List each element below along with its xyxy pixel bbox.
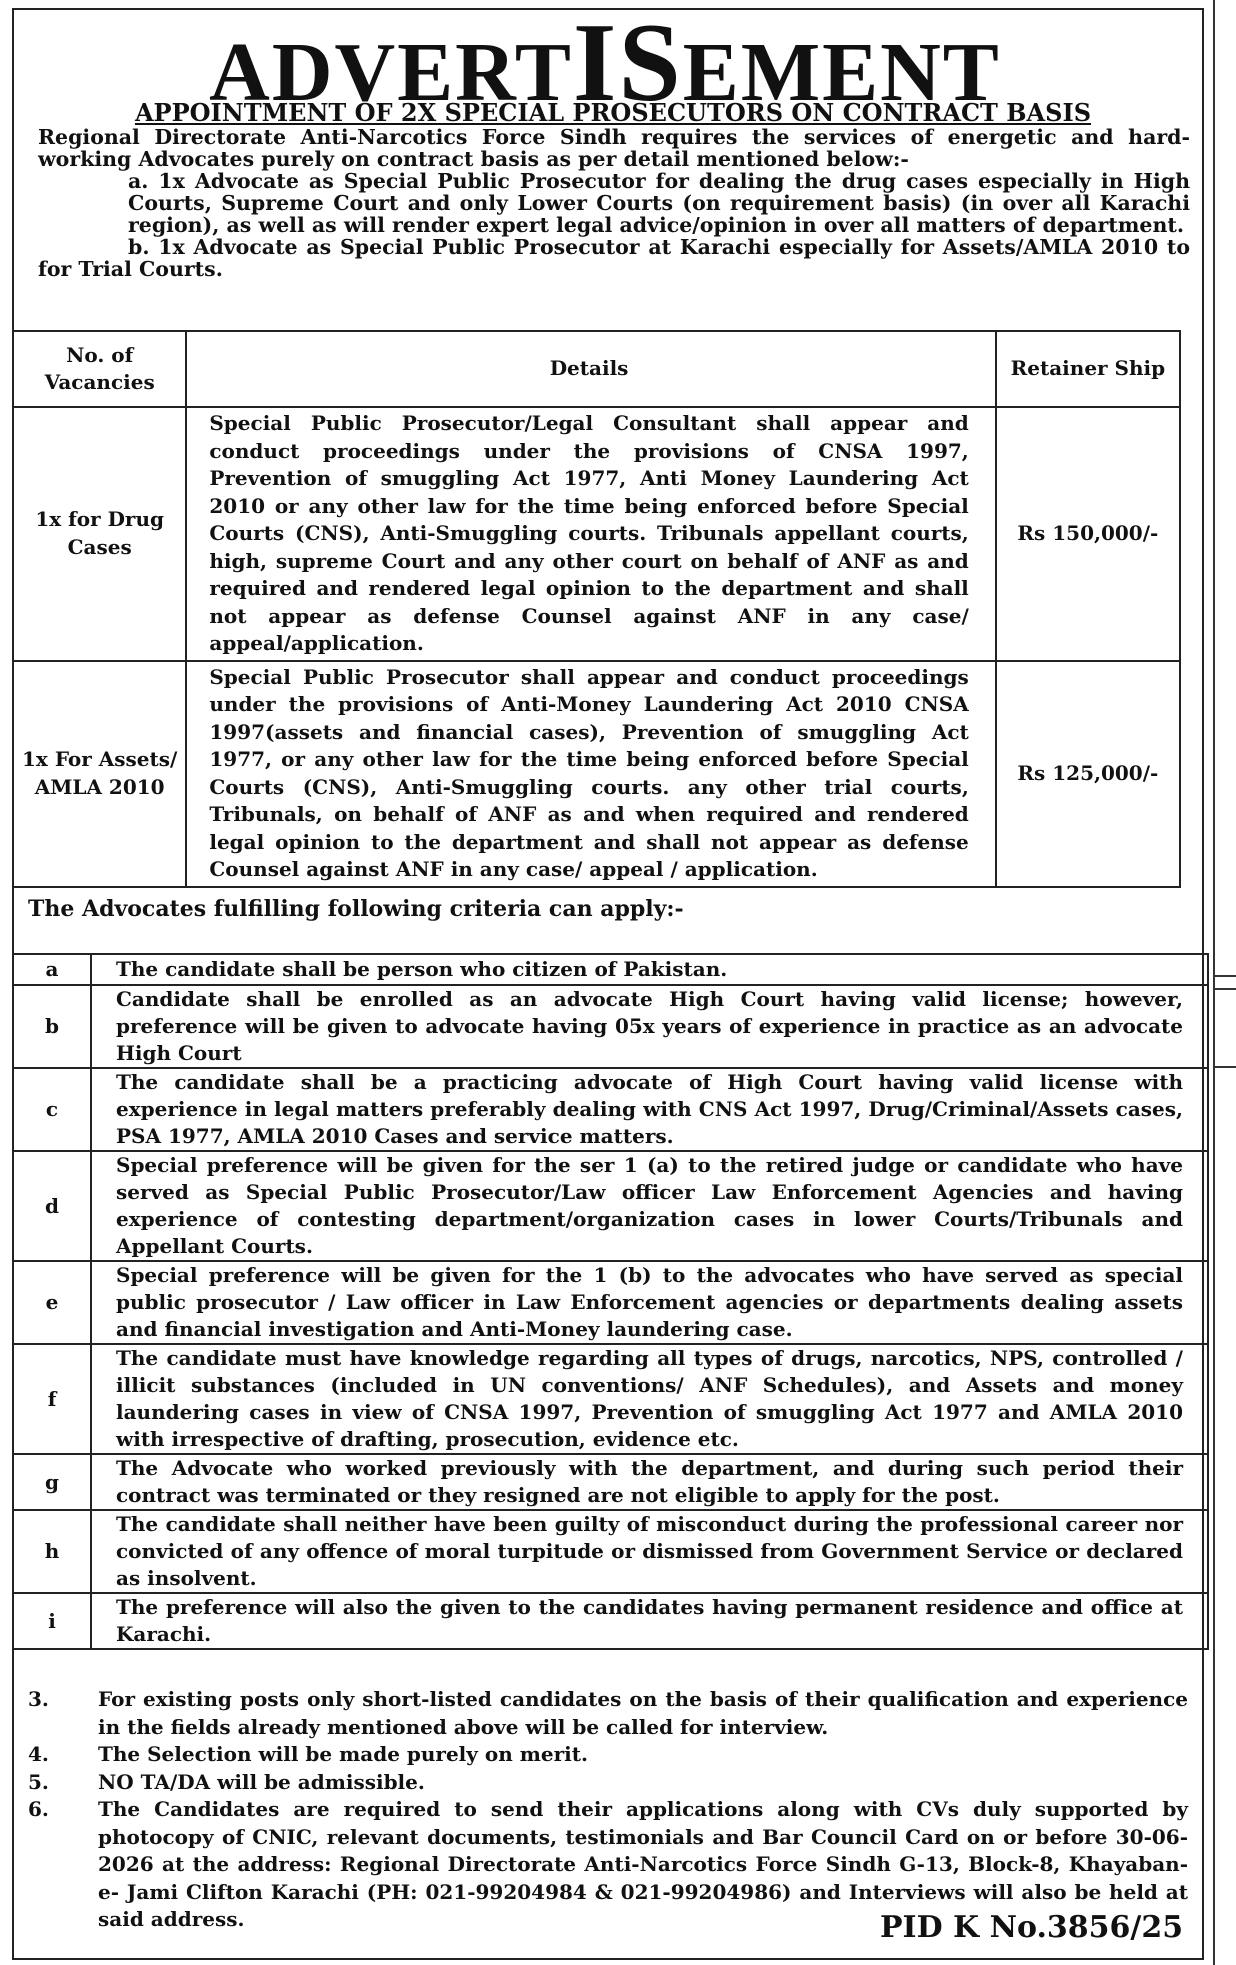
column-tick bbox=[1214, 988, 1236, 990]
header-retainer: Retainer Ship bbox=[996, 331, 1180, 407]
column-divider bbox=[1213, 0, 1215, 1965]
table-row bbox=[13, 407, 1180, 661]
details-cell: Special Public Prosecutor/Legal Consultant shall appear and conduct proceedings under the provisions of CNSA 1997, Prevention of smuggling Act 1977, Anti Money Laundering Act 2010 or any other law for the time being enforced before Special Courts (CNS), Anti-Smuggling courts. Tribunals appellant courts, high, supreme Court and any other court on behalf of ANF as and required and rendered legal opinion to the department and shall not appear as defense Counsel against ANF in any case/ appeal/application. bbox=[186, 407, 995, 661]
header-vacancies: No. of Vacancies bbox=[13, 331, 186, 407]
criteria-letter: b bbox=[13, 985, 91, 1068]
table-row bbox=[13, 1454, 1208, 1510]
column-tick bbox=[1214, 975, 1236, 977]
criteria-table bbox=[12, 953, 1209, 1650]
details-cell: Special Public Prosecutor shall appear and conduct proceedings under the provisions of Anti-Money Laundering Act 2010 CNSA 1997(assets and financial cases), Prevention of smuggling Act 1977, or any other law for the time being enforced before Special Courts (CNS), Anti-Smuggling courts. any other trial courts, Tribunals, on behalf of ANF as and when required and rendered legal opinion to the department and shall not appear as defense Counsel against ANF in any case/ appeal / application. bbox=[186, 661, 995, 887]
criteria-text: The candidate shall be a practicing advocate of High Court having valid license with experience in legal matters preferably dealing with CNS Act 1997, Drug/Criminal/Assets cases, PSA 1977, AMLA 2010 Cases and service matters. bbox=[91, 1068, 1208, 1151]
table-row bbox=[13, 985, 1208, 1068]
criteria-text: Special preference will be given for the 1 (b) to the advocates who have served as special public prosecutor / Law officer in Law Enforcement agencies or departments dealing assets and financial investigation and Anti-Money laundering case. bbox=[91, 1261, 1208, 1344]
intro-line: Regional Directorate Anti-Narcotics Force Sindh requires the services of energetic and hard-working Advocates purely on contract basis as per detail mentioned below:- bbox=[38, 125, 1190, 171]
criteria-text: Special preference will be given for the ser 1 (a) to the retired judge or candidate who have served as Special Public Prosecutor/Law officer Law Enforcement Agencies and having experience of contesting department/organization cases in lower Courts/Tribunals and Appellant Courts. bbox=[91, 1151, 1208, 1261]
page-title: ADVERTISEMENT bbox=[209, 1, 1001, 125]
notes-list bbox=[28, 1686, 1188, 1934]
note-number: 5. bbox=[28, 1769, 49, 1794]
column-tick bbox=[1214, 1066, 1236, 1068]
criteria-text: The candidate shall be person who citizen of Pakistan. bbox=[91, 954, 1208, 985]
note-number: 6. bbox=[28, 1797, 49, 1821]
criteria-heading: The Advocates fulfilling following criteria can apply:- bbox=[28, 896, 684, 922]
list-item bbox=[28, 1769, 1188, 1797]
table-row bbox=[13, 1593, 1208, 1649]
table-row bbox=[13, 1068, 1208, 1151]
criteria-text: The Advocate who worked previously with the department, and during such period their contract was terminated or they resigned are not eligible to apply for the post. bbox=[91, 1454, 1208, 1510]
note-text: For existing posts only short-listed candidates on the basis of their qualification and experience in the fields already mentioned above will be called for interview. bbox=[98, 1687, 1188, 1739]
table-row bbox=[13, 954, 1208, 985]
criteria-letter: i bbox=[13, 1593, 91, 1649]
pid-number: PID K No.3856/25 bbox=[880, 1910, 1184, 1945]
criteria-letter: c bbox=[13, 1068, 91, 1151]
criteria-letter: h bbox=[13, 1510, 91, 1593]
table-row bbox=[13, 1151, 1208, 1261]
criteria-text: The candidate shall neither have been guilty of misconduct during the professional career nor convicted of any offence of moral turpitude or dismissed from Government Service or declared as insolvent. bbox=[91, 1510, 1208, 1593]
retainer-cell: Rs 125,000/- bbox=[996, 661, 1180, 887]
note-text: NO TA/DA will be admissible. bbox=[98, 1769, 425, 1794]
retainer-cell: Rs 150,000/- bbox=[996, 407, 1180, 661]
criteria-letter: f bbox=[13, 1344, 91, 1454]
note-text: The Selection will be made purely on merit. bbox=[98, 1742, 588, 1766]
criteria-text: Candidate shall be enrolled as an advocate High Court having valid license; however, preference will be given to advocate having 05x years of experience in practice as an advocate High Court bbox=[91, 985, 1208, 1068]
table-row bbox=[13, 1510, 1208, 1593]
criteria-letter: a bbox=[13, 954, 91, 985]
criteria-letter: g bbox=[13, 1454, 91, 1510]
intro-item-b: b. 1x Advocate as Special Public Prosecutor at Karachi especially for Assets/AMLA 2010 to for Trial Courts. bbox=[38, 235, 1190, 281]
table-header-row bbox=[13, 331, 1180, 407]
criteria-letter: d bbox=[13, 1151, 91, 1261]
vacancy-cell: 1x for Drug Cases bbox=[13, 407, 186, 661]
note-number: 4. bbox=[28, 1742, 49, 1766]
header-details: Details bbox=[186, 331, 995, 407]
criteria-text: The candidate must have knowledge regarding all types of drugs, narcotics, NPS, controlled / illicit substances (included in UN conventions/ ANF Schedules), and Assets and money laundering cases in view of CNSA 1997, Prevention of smuggling Act 1977 and AMLA 2010 with irrespective of drafting, prosecution, evidence etc. bbox=[91, 1344, 1208, 1454]
intro-item-a: a. 1x Advocate as Special Public Prosecutor for dealing the drug cases especially in High Courts, Supreme Court and only Lower Courts (on requirement basis) (in over all Karachi region), as well as will render expert legal advice/opinion in over all matters of department. bbox=[128, 169, 1190, 237]
vacancy-cell: 1x For Assets/ AMLA 2010 bbox=[13, 661, 186, 887]
criteria-letter: e bbox=[13, 1261, 91, 1344]
intro-text bbox=[38, 126, 1190, 280]
table-row bbox=[13, 661, 1180, 887]
criteria-text: The preference will also the given to the candidates having permanent residence and office at Karachi. bbox=[91, 1593, 1208, 1649]
list-item bbox=[28, 1741, 1188, 1769]
note-text: The Candidates are required to send their applications along with CVs duly supported by photocopy of CNIC, relevant documents, testimonials and Bar Council Card on or before 30-06-2026 at the address: Regional Directorate Anti-Narcotics Force Sindh G-13, Block-8, Khayaban-e- Jami Clifton Karachi (PH: 021-99204984 & 021-99204986) and Interviews will also be held at said address. bbox=[98, 1797, 1188, 1931]
page-subtitle: APPOINTMENT OF 2X SPECIAL PROSECUTORS ON CONTRACT BASIS bbox=[134, 98, 1092, 127]
list-item bbox=[28, 1686, 1188, 1741]
table-row bbox=[13, 1344, 1208, 1454]
table-row bbox=[13, 1261, 1208, 1344]
vacancies-table bbox=[12, 330, 1181, 888]
note-number: 3. bbox=[28, 1687, 49, 1711]
